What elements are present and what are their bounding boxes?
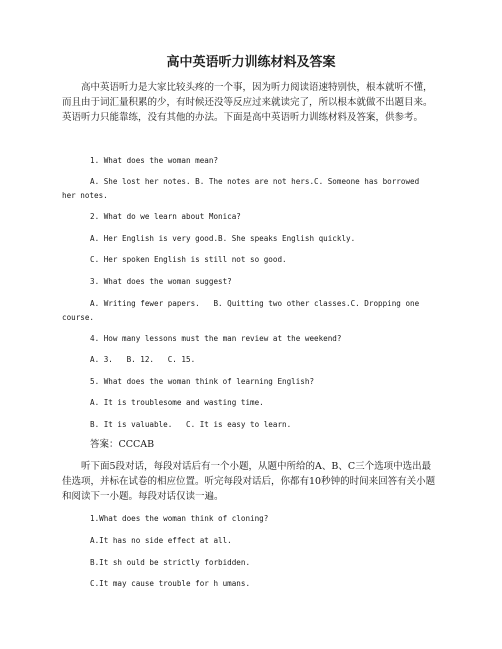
question-2-option-c: C. Her spoken English is still not so good. [90,255,287,264]
answer-key: 答案：CCCAB [90,439,155,450]
section-2-instructions: 听下面5段对话，每段对话后有一个小题，从题中所给的A、B、C三个选项中选出最佳选项，并标在试卷的相应位置。听完每段对话后，你都有10秒钟的时间来回答有关小题和阅读下一小题。每段对话仅读一遍。 [62,461,436,502]
question-1: 1. What does the woman mean? [90,156,219,165]
question-4-options: A. 3. B. 12. C. 15. [90,355,196,364]
question-5-options-bc: B. It is valuable. C. It is easy to learn. [90,420,292,429]
question-3: 3. What does the woman suggest? [90,277,232,286]
section-2-question-1-option-c: C.It may cause trouble for h umans. [90,579,251,588]
intro-paragraph: 高中英语听力是大家比较头疼的一个事，因为听力阅读语速特别快，根本就听不懂，而且由于词汇量积累的少，有时候还没等反应过来就读完了，所以根本就做不出题目来。英语听力只能靠练，没有其他的办法。下面是高中英语听力训练材料及答案，供参考。 [62,82,433,123]
section-2-question-1-option-a: A.It has no side effect at all. [90,536,232,545]
question-4: 4. How many lessons must the man review at the weekend? [90,334,342,343]
question-1-options-cont: her notes. [62,191,108,200]
question-3-options-cont: course. [62,313,95,322]
section-2-question-1-option-b: B.It sh ould be strictly forbidden. [90,558,251,567]
section-2-question-1: 1.What does the woman think of cloning? [90,514,269,523]
question-2: 2. What do we learn about Monica? [90,212,241,221]
document-title: 高中英语听力训练材料及答案 [166,55,336,70]
question-3-options: A. Writing fewer papers. B. Quitting two other classes.C. Dropping one [90,299,420,308]
question-1-options: A. She lost her notes. B. The notes are not hers.C. Someone has borrowed [90,177,420,186]
question-5: 5. What does the woman think of learning English? [90,377,315,386]
question-5-option-a: A. It is troublesome and wasting time. [90,398,264,407]
question-2-options-ab: A. Her English is very good.B. She speaks English quickly. [90,234,356,243]
